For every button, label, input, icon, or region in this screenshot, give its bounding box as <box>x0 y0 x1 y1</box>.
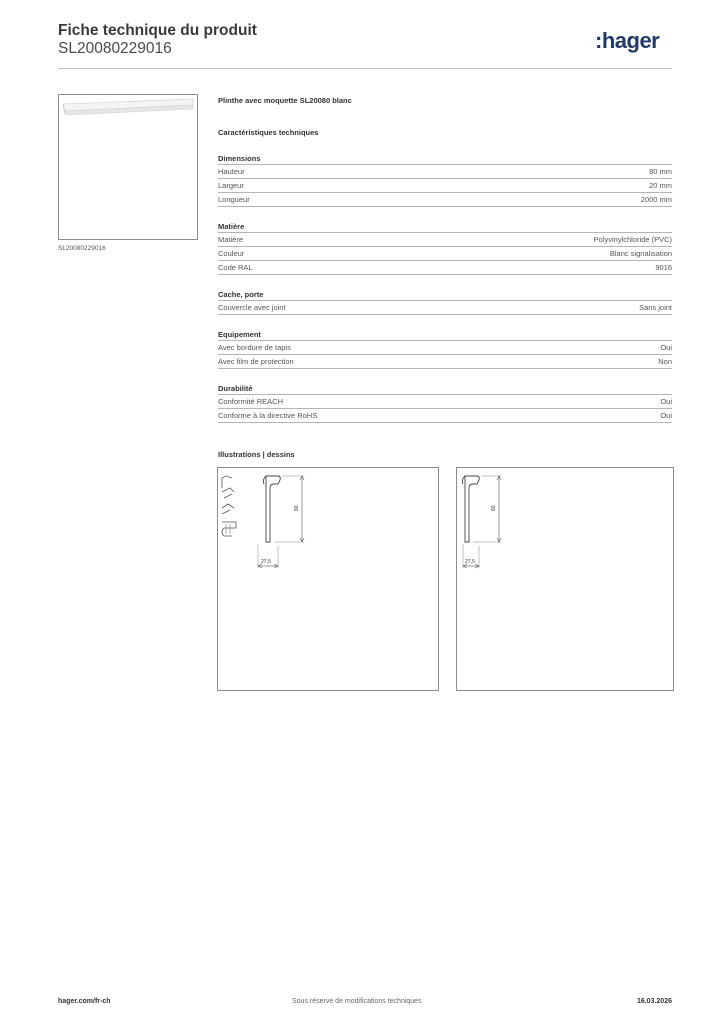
spec-row <box>218 408 672 423</box>
spec-value: 2000 mm <box>640 195 672 204</box>
spec-label: Matière <box>218 235 244 244</box>
hager-logo: :hager <box>595 28 660 53</box>
section-drawing <box>457 468 673 690</box>
spec-label: Conforme à la directive RoHS <box>218 411 318 420</box>
product-name: Plinthe avec moquette SL20080 blanc <box>218 96 352 105</box>
spec-row <box>218 164 672 178</box>
spec-row <box>218 246 672 260</box>
page-title: Fiche technique du produit <box>58 22 257 39</box>
spec-label: Code RAL <box>218 263 253 272</box>
spec-value: Non <box>658 357 672 366</box>
footer-disclaimer: Sous réserve de modifications techniques <box>292 998 422 1005</box>
spec-value: Oui <box>660 397 672 406</box>
footer-date: 16.03.2026 <box>636 998 672 1005</box>
spec-row <box>218 232 672 246</box>
width-dimension-label: 27,5 <box>465 559 475 565</box>
drawing-profile <box>456 467 674 691</box>
spec-row <box>218 354 672 369</box>
spec-label: Couleur <box>218 249 245 258</box>
section-title: Dimensions <box>218 154 261 163</box>
section-material <box>218 221 672 275</box>
height-dimension-label: 80 <box>491 505 497 511</box>
section-equipment <box>218 329 672 369</box>
spec-label: Hauteur <box>218 167 245 176</box>
header-divider <box>58 68 672 69</box>
spec-row <box>218 394 672 408</box>
spec-label: Conformité REACH <box>218 397 284 406</box>
spec-value: 80 mm <box>649 167 672 176</box>
spec-row <box>218 192 672 207</box>
spec-value: Sans joint <box>639 303 672 312</box>
spec-label: Couvercle avec joint <box>218 303 286 312</box>
spec-value: Polyvinylchloride (PVC) <box>593 235 672 244</box>
section-title: Equipement <box>218 330 261 339</box>
section-cover <box>218 289 672 315</box>
spec-row <box>218 300 672 315</box>
specs-heading: Caractéristiques techniques <box>218 128 319 137</box>
spec-value: Oui <box>660 343 672 352</box>
section-title: Matière <box>218 222 245 231</box>
spec-value: 20 mm <box>649 181 672 190</box>
specifications <box>218 96 672 423</box>
section-title: Cache, porte <box>218 290 264 299</box>
spec-row <box>218 340 672 354</box>
spec-label: Largeur <box>218 181 244 190</box>
spec-value: 9016 <box>655 263 672 272</box>
footer-website-link[interactable]: hager.com/fr-ch <box>58 998 111 1005</box>
product-image-caption: SL20080229016 <box>58 245 106 252</box>
section-dimensions <box>218 153 672 207</box>
spec-value: Oui <box>660 411 672 420</box>
width-dimension-label: 27,5 <box>261 559 271 565</box>
section-drawing <box>218 468 438 690</box>
drawing-with-profiles <box>217 467 439 691</box>
skirting-board-picture <box>59 95 197 239</box>
spec-label: Avec bordure de tapis <box>218 343 291 352</box>
spec-row <box>218 260 672 275</box>
product-reference: SL20080229016 <box>58 40 172 57</box>
spec-value: Blanc signalisation <box>609 249 672 258</box>
section-title: Durabilité <box>218 384 253 393</box>
product-image <box>58 94 198 240</box>
spec-row <box>218 178 672 192</box>
section-durability <box>218 383 672 423</box>
spec-label: Longueur <box>218 195 250 204</box>
height-dimension-label: 80 <box>294 505 300 511</box>
spec-label: Avec film de protection <box>218 357 294 366</box>
illustrations-heading: Illustrations | dessins <box>218 450 295 459</box>
